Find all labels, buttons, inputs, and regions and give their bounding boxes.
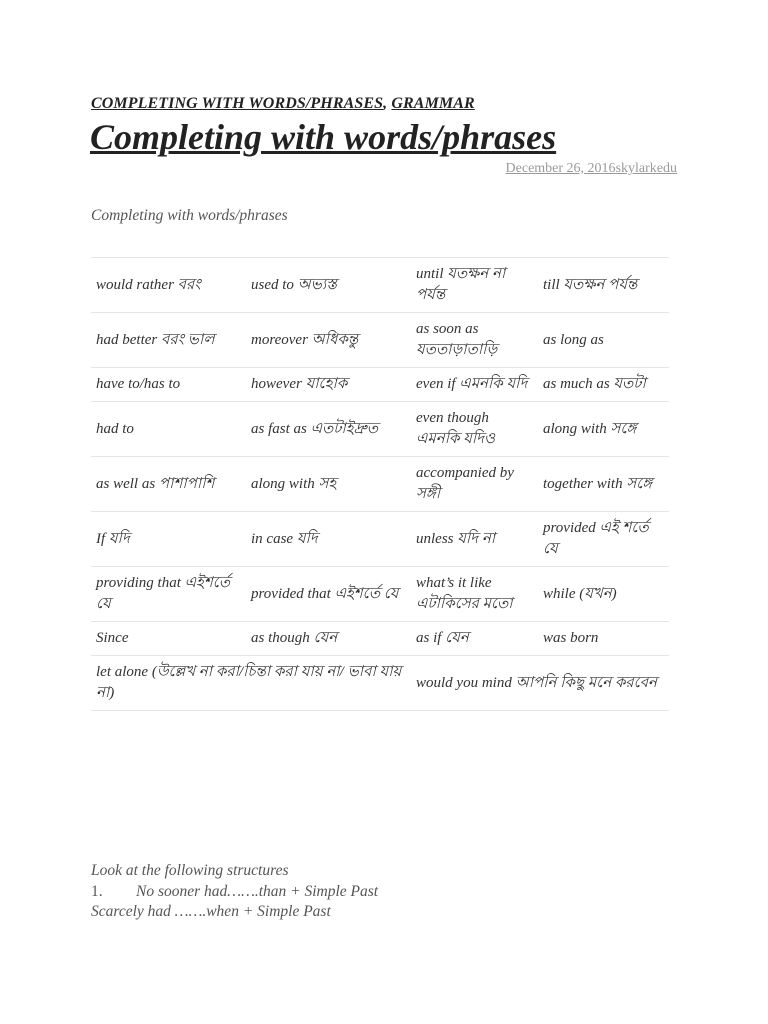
table-cell: providing that এইশর্তে যে: [91, 567, 246, 622]
table-cell: till যতক্ষন পর্যন্ত: [538, 258, 669, 313]
table-cell: moreover অধিকন্তু: [246, 313, 411, 368]
table-cell: Since: [91, 622, 246, 656]
structures-section: [91, 861, 378, 923]
intro-text: Completing with words/phrases: [91, 207, 288, 224]
table-cell: would you mind আপনি কিছু মনে করবেন: [411, 656, 669, 711]
table-cell: as much as যতটা: [538, 368, 669, 402]
table-cell: even though এমনকি যদিও: [411, 402, 538, 457]
table-cell: provided that এইশর্তে যে: [246, 567, 411, 622]
table-cell: along with সঙ্গে: [538, 402, 669, 457]
table-row: [91, 402, 669, 457]
table-cell: as soon as যততাড়াতাড়ি: [411, 313, 538, 368]
table-cell: however যাহোক: [246, 368, 411, 402]
table-row: [91, 622, 669, 656]
table-row: [91, 258, 669, 313]
list-item-number: 1.: [91, 882, 103, 900]
table-row: [91, 368, 669, 402]
category-link-grammar[interactable]: GRAMMAR: [391, 95, 475, 112]
table-cell: while (যখন): [538, 567, 669, 622]
post-categories: [91, 95, 475, 113]
table-cell: as well as পাশাপাশি: [91, 457, 246, 512]
table-cell: let alone (উল্লেখ না করা/চিন্তা করা যায় না/ ভাবা যায় না): [91, 656, 411, 711]
table-cell: together with সঙ্গে: [538, 457, 669, 512]
table-cell: had to: [91, 402, 246, 457]
phrase-table: [91, 257, 669, 711]
table-row: [91, 567, 669, 622]
table-row: [91, 512, 669, 567]
table-row: [91, 656, 669, 711]
table-cell: have to/has to: [91, 368, 246, 402]
list-item-text: No sooner had…….than + Simple Past: [136, 882, 379, 900]
category-separator: ,: [383, 95, 392, 112]
table-cell: unless যদি না: [411, 512, 538, 567]
table-cell: as long as: [538, 313, 669, 368]
page-title[interactable]: Completing with words/phrases: [90, 117, 557, 157]
table-cell: as though যেন: [246, 622, 411, 656]
post-author-link[interactable]: skylarkedu: [615, 161, 677, 176]
table-cell: was born: [538, 622, 669, 656]
table-cell: If যদি: [91, 512, 246, 567]
table-cell: had better বরং ভাল: [91, 313, 246, 368]
table-cell: in case যদি: [246, 512, 411, 567]
table-cell: what’s it like এটাকিসের মতো: [411, 567, 538, 622]
post-date-link[interactable]: December 26, 2016: [505, 161, 616, 176]
table-row: [91, 457, 669, 512]
table-cell: would rather বরং: [91, 258, 246, 313]
list-item: Scarcely had …….when + Simple Past: [91, 903, 331, 920]
table-cell: even if এমনকি যদি: [411, 368, 538, 402]
table-cell: as fast as এতটাইদ্রুত: [246, 402, 411, 457]
table-row: [91, 313, 669, 368]
post-meta: [506, 161, 677, 177]
table-cell: as if যেন: [411, 622, 538, 656]
table-cell: accompanied by সঙ্গী: [411, 457, 538, 512]
category-link-completing[interactable]: COMPLETING WITH WORDS/PHRASES: [91, 95, 384, 112]
table-cell: provided এই শর্তে যে: [538, 512, 669, 567]
structures-heading: Look at the following structures: [91, 862, 289, 879]
table-cell: used to অভ্যস্ত: [246, 258, 411, 313]
table-cell: until যতক্ষন না পর্যন্ত: [411, 258, 538, 313]
table-cell: along with সহ: [246, 457, 411, 512]
list-item: [91, 882, 378, 903]
